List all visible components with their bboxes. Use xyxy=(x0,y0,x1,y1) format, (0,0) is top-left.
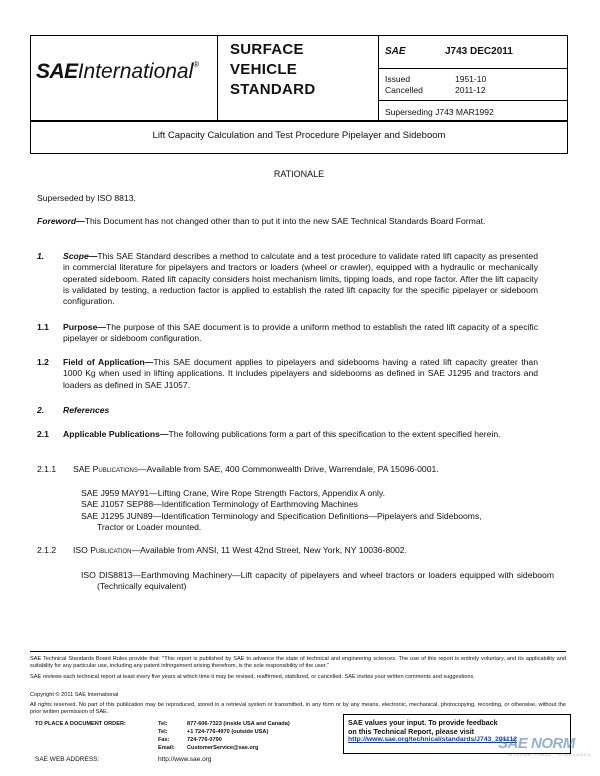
section-references: References xyxy=(63,405,110,415)
cancelled-label: Cancelled xyxy=(385,85,423,95)
feedback-text: on this Technical Report, please visit xyxy=(348,727,475,736)
tel-value: 877-606-7323 (inside USA and Canada) xyxy=(187,721,290,727)
document-type-line: SURFACE xyxy=(230,41,304,58)
reference-item: SAE J1295 JUN89—Identification Terminology and Specification Definitions—Pipelayers and Sidebooms, xyxy=(81,510,482,521)
fax-label: Fax: xyxy=(158,737,170,743)
web-link[interactable]: http://www.sae.org xyxy=(158,756,212,763)
fax-value: 724-776-0790 xyxy=(187,737,222,743)
footer-rights-text: All rights reserved. No part of this publication may be reproduced, stored in a retrieval system or transmitted, in any form or by any means, electronic, mechanical, photocopying, recording, or otherwise, without the prior written permission of SAE. xyxy=(30,702,566,715)
document-type xyxy=(230,40,315,100)
issued-value: 1951-10 xyxy=(455,74,487,84)
cancelled-value: 2011-12 xyxy=(455,85,486,95)
superseding: Superseding J743 MAR1992 xyxy=(385,107,494,117)
tel-label: Tel: xyxy=(158,721,168,727)
tel-value: +1 724-776-4970 (outside USA) xyxy=(187,729,269,735)
superseded-note: Superseded by ISO 8813. xyxy=(37,193,136,203)
issued-label: Issued xyxy=(385,74,411,84)
feedback-link[interactable]: http://www.sae.org/technical/standards/J743_201112 xyxy=(348,736,517,743)
header-divider xyxy=(378,100,567,101)
foreword xyxy=(37,216,537,227)
tel-label: Tel: xyxy=(158,729,168,735)
sae-reference-list xyxy=(81,488,551,533)
foreword-text: This Document has not changed other than to put it into the new SAE Technical Standards Board Format. xyxy=(84,216,486,226)
section-applicable-publications: Applicable Publications—The following publications form a part of this specification to the extent specified herein. xyxy=(63,429,501,439)
footer-rule xyxy=(30,651,566,652)
document-type-line: VEHICLE xyxy=(230,61,298,78)
sae-international-logo: SAEInternational® xyxy=(36,60,200,83)
foreword-label: Foreword— xyxy=(37,216,85,226)
section-purpose: Purpose—The purpose of this SAE document is to provide a uniform method to establish the rated lift capacity of a specific pipelayer or sideboom configuration. xyxy=(63,322,538,344)
header-divider xyxy=(378,35,379,121)
section-field-of-application: Field of Application—This SAE document applies to pipelayers and sidebooms having a rated lift capacity greater than 1000 Kg when used in lifting applications. It includes pipelayers and sidebooms as defined in SAE J1295 and tractors and loaders as defined in SAE J1057. xyxy=(63,357,538,390)
document-title: Lift Capacity Calculation and Test Procedure Pipelayer and Sideboom xyxy=(152,130,446,141)
section-number: 2.1 xyxy=(37,429,49,439)
watermark: SAE NORM xyxy=(498,735,575,752)
section-number: 2.1.1 xyxy=(37,464,57,474)
header-divider xyxy=(378,68,567,69)
document-type-line: STANDARD xyxy=(230,81,316,98)
section-iso-publication: ISO Publication—Available from ANSI, 11 West 42nd Street, New York, NY 10036-8002. xyxy=(73,545,407,555)
header-divider xyxy=(217,35,218,121)
section-number: 1. xyxy=(37,251,45,261)
reference-item: SAE J1057 SEP88—Identification Terminology of Earthmoving Machines xyxy=(81,499,358,510)
email-label: Email: xyxy=(158,745,175,751)
footer-copyright: Copyright © 2011 SAE International xyxy=(30,692,119,698)
reference-item: SAE J959 MAY91—Lifting Crane, Wire Rope Strength Factors, Appendix A only. xyxy=(81,488,385,498)
order-label: TO PLACE A DOCUMENT ORDER: xyxy=(35,721,126,727)
section-number: 2.1.2 xyxy=(37,545,57,555)
footer-review-text: SAE reviews each technical report at least every five years at which time it may be revised, reaffirmed, stabilized, or cancelled. SAE invites your written comments and suggestions. xyxy=(30,674,475,680)
section-number: 2. xyxy=(37,405,45,415)
reference-item: Tractor or Loader mounted. xyxy=(97,521,202,532)
footer-rules-text: SAE Technical Standards Board Rules provide that: "This report is published by SAE to advance the state of technical and engineering sciences. The use of this report is entirely voluntary, and its applicability and suitability for any particular use, including any patent infringement arising therefrom, is the sole responsibility of the user." xyxy=(30,656,566,669)
section-scope: Scope—This SAE Standard describes a method to calculate and a test procedure to validate rated lift capacity as presented in commercial literature for pipelayers and tractors or loaders (wheel or crawler), equipped with a hydraulic or mechanically operated sideboom. Rated lift capacity considers hoist mechanism limits, tipping loads, and rope factor. After the lift capacity is validated by testing, a reduction factor is applied to establish the rated lift capacity for the specific pipelayer or sideboom configuration. xyxy=(63,251,538,307)
section-number: 1.1 xyxy=(37,322,49,332)
watermark-subtext: INTERNATIONAL · STANDARDS xyxy=(507,752,592,757)
sae-mark: SAE xyxy=(385,46,406,57)
iso-reference: ISO DIS8813—Earthmoving Machinery—Lift capacity of pipelayers and wheel tractors or loaders equipped with sideboom (Technically equivalent) xyxy=(81,570,554,592)
section-sae-publications: SAE Publications—Available from SAE, 400 Commonwealth Drive, Warrendale, PA 15096-0001. xyxy=(73,464,439,474)
rationale-heading: RATIONALE xyxy=(273,169,325,179)
section-number: 1.2 xyxy=(37,357,49,367)
document-number: J743 DEC2011 xyxy=(445,46,513,57)
web-label: SAE WEB ADDRESS: xyxy=(35,756,100,763)
feedback-text: SAE values your input. To provide feedback xyxy=(348,718,498,727)
email-link[interactable]: CustomerService@sae.org xyxy=(187,745,259,751)
